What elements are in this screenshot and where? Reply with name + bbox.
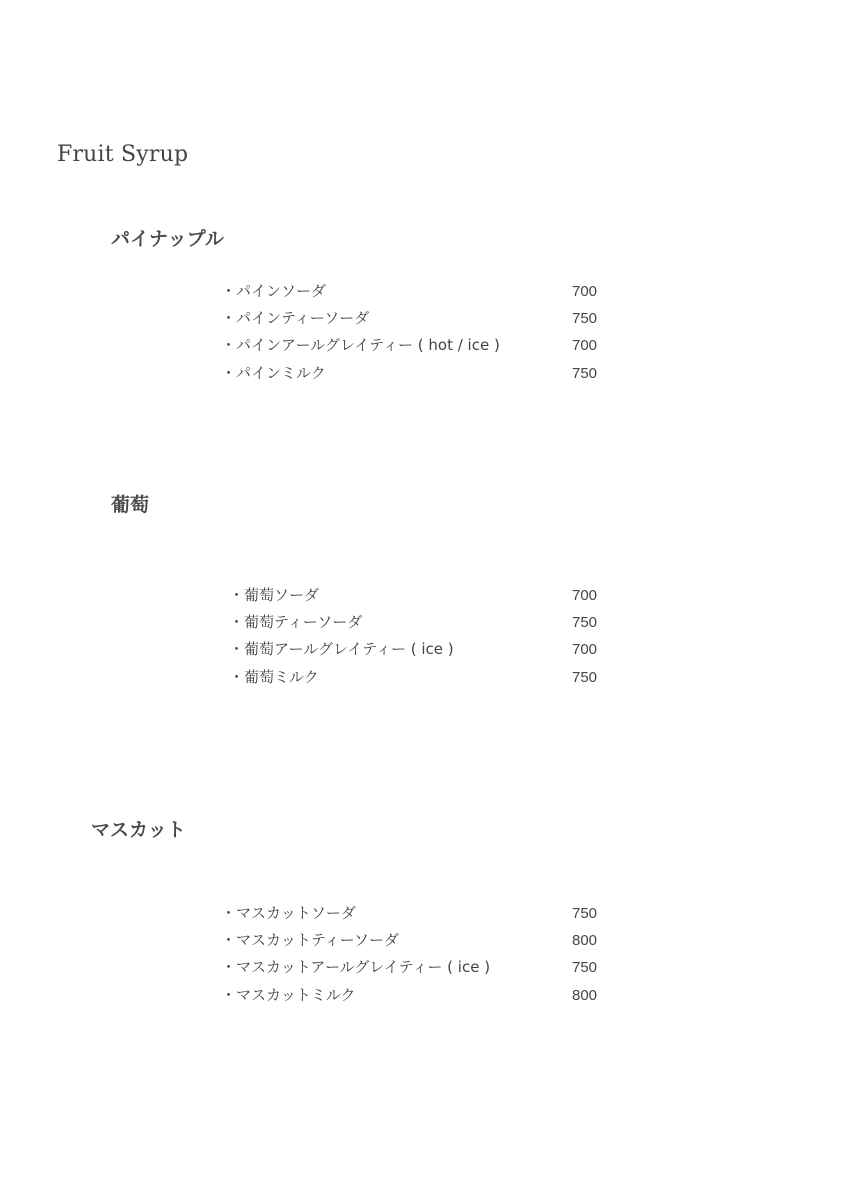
menu-item-name: ・葡萄ソーダ bbox=[229, 586, 320, 604]
menu-item-price: 750 bbox=[572, 614, 598, 632]
menu-item-price: 750 bbox=[572, 364, 598, 382]
menu-item-name: ・パインミルク bbox=[221, 363, 326, 382]
menu-item-name: ・マスカットミルク bbox=[221, 985, 356, 1004]
menu-item bbox=[229, 664, 629, 691]
menu-list-pineapple bbox=[221, 278, 621, 387]
menu-item bbox=[221, 900, 621, 927]
page-title: Fruit Syrup bbox=[57, 142, 189, 167]
menu-item bbox=[221, 332, 621, 359]
menu-item-price: 750 bbox=[572, 959, 598, 977]
menu-item-name: ・マスカットアールグレイティー ( ice ) bbox=[221, 958, 491, 977]
menu-item-price: 750 bbox=[572, 310, 598, 328]
section-title-grape: 葡萄 bbox=[111, 494, 150, 516]
menu-item-price: 800 bbox=[572, 932, 598, 950]
menu-item-price: 700 bbox=[572, 587, 598, 604]
menu-item bbox=[229, 582, 629, 609]
menu-item bbox=[221, 305, 621, 332]
menu-item-price: 700 bbox=[572, 337, 598, 355]
menu-item-name: ・葡萄ミルク bbox=[229, 667, 319, 686]
menu-item-price: 750 bbox=[572, 905, 598, 922]
menu-item bbox=[221, 927, 621, 954]
menu-item-price: 700 bbox=[572, 283, 598, 300]
menu-item-price: 800 bbox=[572, 986, 598, 1004]
menu-item-name: ・葡萄アールグレイティー ( ice ) bbox=[229, 640, 454, 659]
menu-item-name: ・パインアールグレイティー ( hot / ice ) bbox=[221, 336, 500, 355]
menu-item bbox=[229, 609, 629, 636]
menu-item bbox=[229, 636, 629, 663]
menu-item-name: ・パインティーソーダ bbox=[221, 309, 370, 328]
menu-list-grape bbox=[229, 582, 629, 691]
menu-list-muscat bbox=[221, 900, 621, 1009]
menu-item-name: ・マスカットソーダ bbox=[221, 904, 356, 922]
menu-item bbox=[221, 278, 621, 305]
menu-item-name: ・マスカットティーソーダ bbox=[221, 931, 400, 950]
menu-item bbox=[221, 360, 621, 387]
section-title-muscat: マスカット bbox=[91, 819, 186, 841]
menu-item bbox=[221, 982, 621, 1009]
menu-item-name: ・パインソーダ bbox=[221, 282, 327, 300]
menu-item-price: 700 bbox=[572, 641, 598, 659]
menu-item-name: ・葡萄ティーソーダ bbox=[229, 613, 363, 632]
menu-item-price: 750 bbox=[572, 668, 598, 686]
section-title-pineapple: パイナップル bbox=[111, 228, 224, 250]
menu-item bbox=[221, 954, 621, 981]
